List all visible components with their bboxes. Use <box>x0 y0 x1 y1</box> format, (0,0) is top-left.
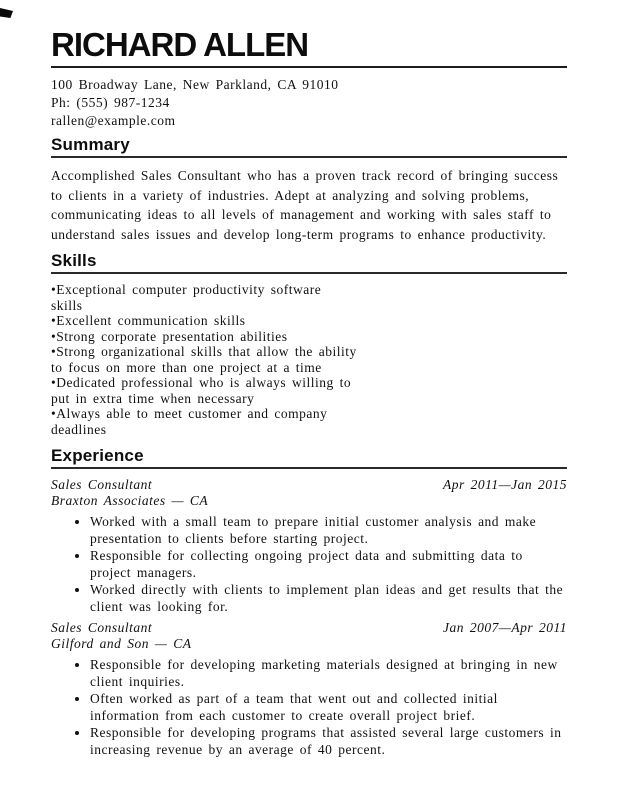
job-bullet: • Worked with a small team to prepare initial customer analysis and make presentation to clients before starting project. <box>90 513 567 547</box>
job-bullet: • Responsible for developing marketing materials designed at bringing in new client inquiries. <box>90 656 567 690</box>
job-title: Sales Consultant <box>51 477 153 492</box>
job-header <box>51 477 567 493</box>
summary-text: Accomplished Sales Consultant who has a proven track record of bringing success to clients in a variety of industries. Adept at analyzing and solving problems, communicating ideas to all levels of management and working with sales staff to understand sales issues and develop long-term programs to enhance productivity. <box>51 168 559 242</box>
job-company: Braxton Associates — CA <box>51 493 209 508</box>
job-bullet: • Responsible for developing programs that assisted several large customers in increasing revenue by an average of 40 percent. <box>90 724 567 758</box>
job-header <box>51 620 567 636</box>
job-bullet: • Often worked as part of a team that went out and collected initial information from each customer to create overall project brief. <box>90 690 567 724</box>
job-company: Gilford and Son — CA <box>51 636 192 651</box>
name-divider <box>51 66 567 68</box>
contact-block <box>51 76 567 130</box>
contact-email: rallen@example.com <box>51 113 176 128</box>
job-bullet: • Worked directly with clients to implement plan ideas and get results that the client was looking for. <box>90 581 567 615</box>
job-bullet: • Responsible for collecting ongoing project data and submitting data to project managers. <box>90 547 567 581</box>
job-bullet-list <box>51 513 567 615</box>
scan-artifact <box>0 8 13 18</box>
skills-heading: Skills <box>51 251 97 270</box>
contact-address: 100 Broadway Lane, New Parkland, CA 91010 <box>51 77 339 92</box>
contact-phone: Ph: (555) 987-1234 <box>51 95 170 110</box>
job-entry <box>51 620 567 758</box>
experience-heading: Experience <box>51 446 144 465</box>
skill-item: • Strong organizational skills that allow the ability to focus on more than one project at a time <box>51 344 357 375</box>
summary-heading: Summary <box>51 135 130 154</box>
job-title: Sales Consultant <box>51 620 153 635</box>
skills-divider <box>51 272 567 274</box>
job-dates: Apr 2011—Jan 2015 <box>443 477 567 492</box>
skill-item: • Dedicated professional who is always willing to put in extra time when necessary <box>51 375 357 406</box>
job-dates: Jan 2007—Apr 2011 <box>443 620 567 635</box>
job-bullet-list <box>51 656 567 758</box>
skill-item: • Strong corporate presentation abilities <box>51 329 357 345</box>
skill-item: • Always able to meet customer and company deadlines <box>51 406 357 437</box>
job-entry <box>51 477 567 615</box>
skills-list <box>51 282 357 437</box>
person-name: RICHARD ALLEN <box>51 26 309 63</box>
experience-divider <box>51 467 567 469</box>
skill-item: • Exceptional computer productivity software skills <box>51 282 357 313</box>
skill-item: • Excellent communication skills <box>51 313 357 329</box>
resume-content <box>51 0 567 763</box>
summary-divider <box>51 156 567 158</box>
